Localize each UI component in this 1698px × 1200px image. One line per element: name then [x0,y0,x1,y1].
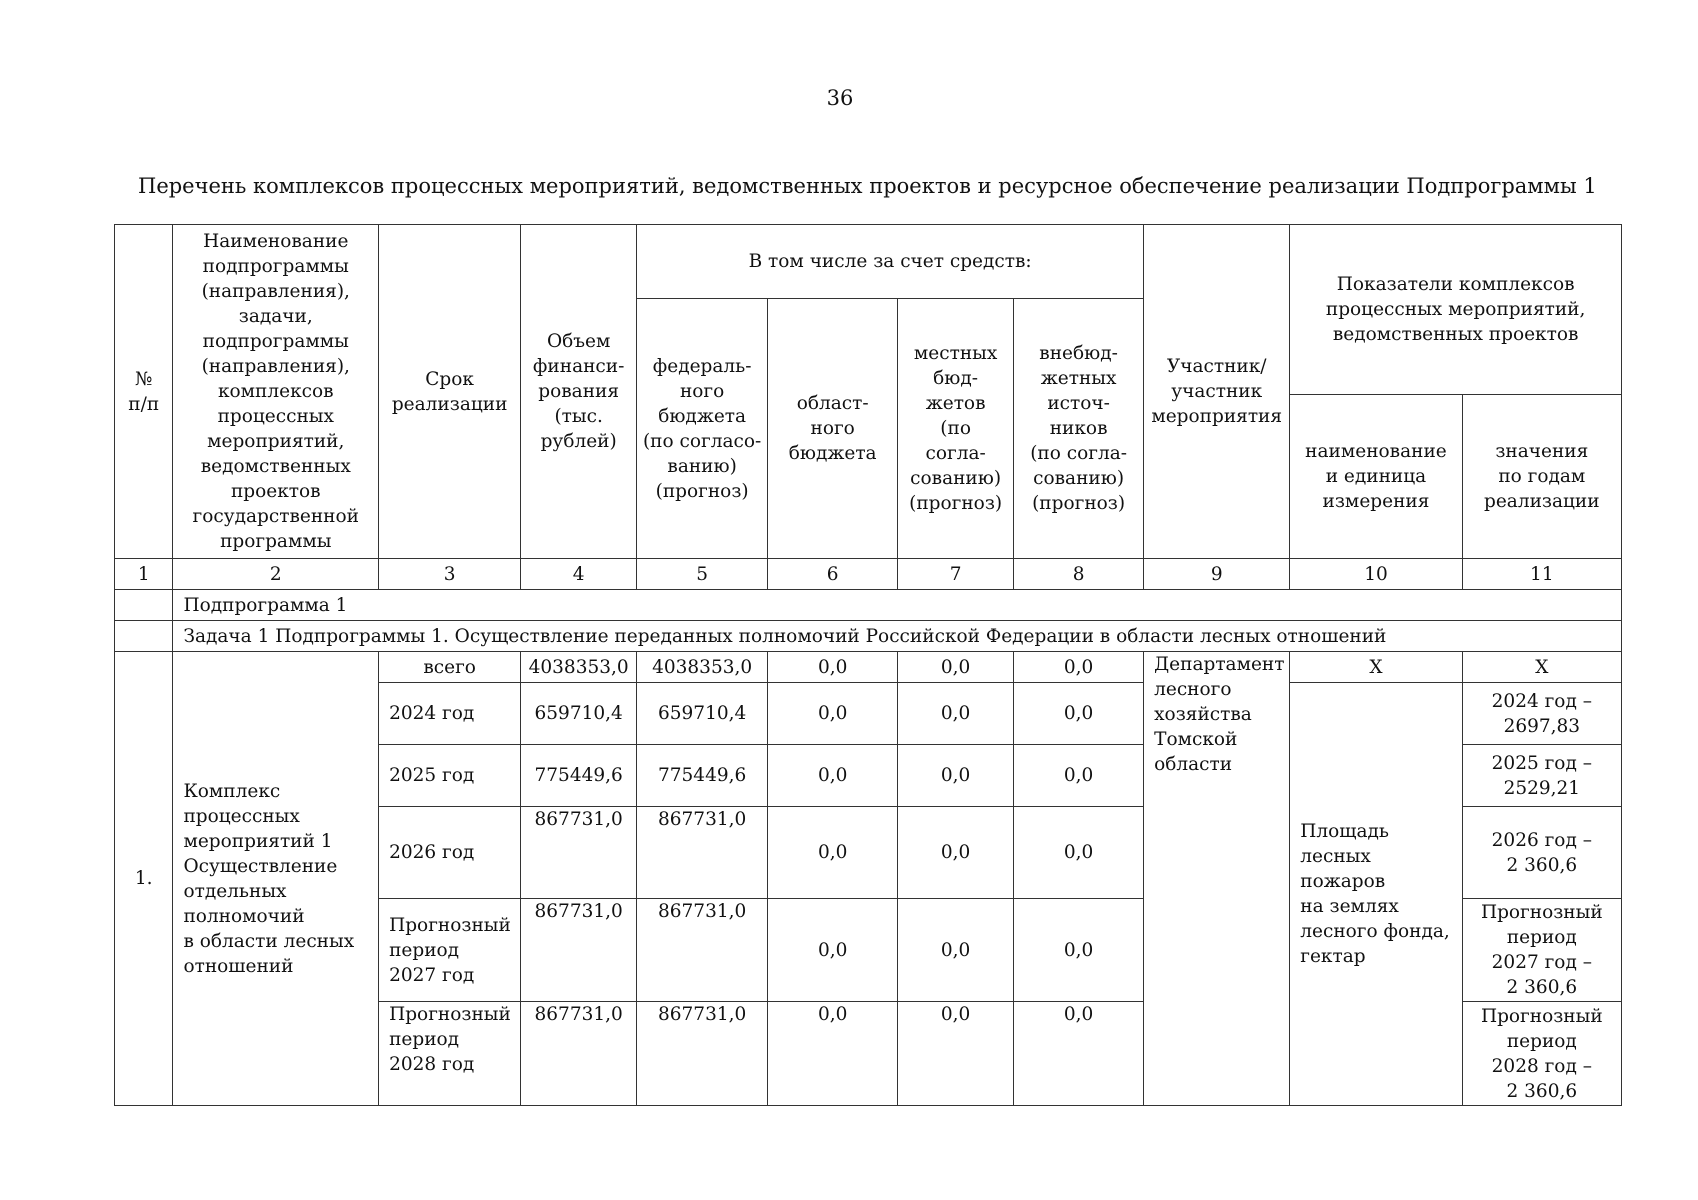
row-local: 0,0 [898,652,1014,683]
item-participant: Департамент лесного хозяйства Томской области [1144,652,1290,1106]
task-label: Задача 1 Подпрограммы 1. Осуществление переданных полномочий Российской Федерации в области лесных отношений [173,621,1622,652]
col-number: 9 [1144,559,1290,590]
col-number: 1 [115,559,173,590]
row-indicator-value: 2025 год – 2529,21 [1462,745,1621,807]
header-federal: федераль- ного бюджета (по согласо- ванию) (прогноз) [637,299,768,559]
header-indicator-name: наименование и единица измерения [1290,395,1462,559]
item-number: 1. [115,652,173,1106]
header-indicators: Показатели комплексов процессных мероприятий, ведомственных проектов [1290,225,1622,395]
row-indicator-value: Прогнозный период 2028 год – 2 360,6 [1462,1002,1621,1106]
row-regional: 0,0 [768,899,898,1002]
header-row-1 [115,225,1622,299]
row-indicator-value: X [1462,652,1621,683]
header-participant: Участник/ участник мероприятия [1144,225,1290,559]
col-number: 6 [768,559,898,590]
row-term: 2024 год [379,683,521,745]
row-term: всего [379,652,521,683]
subprogram-row [115,590,1622,621]
row-regional: 0,0 [768,683,898,745]
task-row [115,621,1622,652]
row-extra: 0,0 [1014,745,1144,807]
row-indicator-value: Прогнозный период 2027 год – 2 360,6 [1462,899,1621,1002]
row-local: 0,0 [898,807,1014,899]
row-extra: 0,0 [1014,683,1144,745]
row-volume: 4038353,0 [521,652,637,683]
row-term: 2026 год [379,807,521,899]
subprogram-label: Подпрограмма 1 [173,590,1622,621]
col-number: 2 [173,559,379,590]
row-regional: 0,0 [768,807,898,899]
col-number: 5 [637,559,768,590]
col-number: 7 [898,559,1014,590]
table-row [115,652,1622,683]
row-regional: 0,0 [768,652,898,683]
item-name: Комплекс процессных мероприятий 1 Осуществление отдельных полномочий в области лесных отношений [173,652,379,1106]
header-volume: Объем финанси- рования (тыс. рублей) [521,225,637,559]
row-volume: 775449,6 [521,745,637,807]
row-volume: 867731,0 [521,1002,637,1106]
page-number: 36 [826,86,854,110]
header-name: Наименование подпрограммы (направления), задачи, подпрограммы (направления), комплексов процессных мероприятий, ведомственных проектов государственной программы [173,225,379,559]
header-term: Срок реализации [379,225,521,559]
col-number: 10 [1290,559,1462,590]
document-title: Перечень комплексов процессных мероприятий, ведомственных проектов и ресурсное обеспечение реализации Подпрограммы 1 [138,174,1597,198]
row-term: 2025 год [379,745,521,807]
row-term: Прогнозный период 2028 год [379,1002,521,1106]
row-federal: 775449,6 [637,745,768,807]
row-indicator-value: 2024 год – 2697,83 [1462,683,1621,745]
header-regional: област- ного бюджета [768,299,898,559]
row-volume: 659710,4 [521,683,637,745]
item-indicator-name: Площадь лесных пожаров на землях лесного фонда, гектар [1290,683,1462,1106]
row-extra: 0,0 [1014,1002,1144,1106]
empty-cell [115,590,173,621]
row-federal: 4038353,0 [637,652,768,683]
row-extra: 0,0 [1014,807,1144,899]
row-term: Прогнозный период 2027 год [379,899,521,1002]
row-regional: 0,0 [768,745,898,807]
row-volume: 867731,0 [521,899,637,1002]
column-number-row [115,559,1622,590]
header-indicator-values: значения по годам реализации [1462,395,1621,559]
col-number: 3 [379,559,521,590]
resource-table [114,224,1622,1106]
header-num: № п/п [115,225,173,559]
row-volume: 867731,0 [521,807,637,899]
header-sources: В том числе за счет средств: [637,225,1144,299]
row-federal: 659710,4 [637,683,768,745]
row-federal: 867731,0 [637,899,768,1002]
row-local: 0,0 [898,899,1014,1002]
col-number: 8 [1014,559,1144,590]
row-federal: 867731,0 [637,1002,768,1106]
empty-cell [115,621,173,652]
row-indicator-name: X [1290,652,1462,683]
row-local: 0,0 [898,683,1014,745]
col-number: 4 [521,559,637,590]
row-extra: 0,0 [1014,899,1144,1002]
row-federal: 867731,0 [637,807,768,899]
row-extra: 0,0 [1014,652,1144,683]
row-local: 0,0 [898,745,1014,807]
row-local: 0,0 [898,1002,1014,1106]
header-local: местных бюд- жетов (по согла- сованию) (прогноз) [898,299,1014,559]
col-number: 11 [1462,559,1621,590]
row-indicator-value: 2026 год – 2 360,6 [1462,807,1621,899]
header-extra: внебюд- жетных источ- ников (по согла- сованию) (прогноз) [1014,299,1144,559]
row-regional: 0,0 [768,1002,898,1106]
